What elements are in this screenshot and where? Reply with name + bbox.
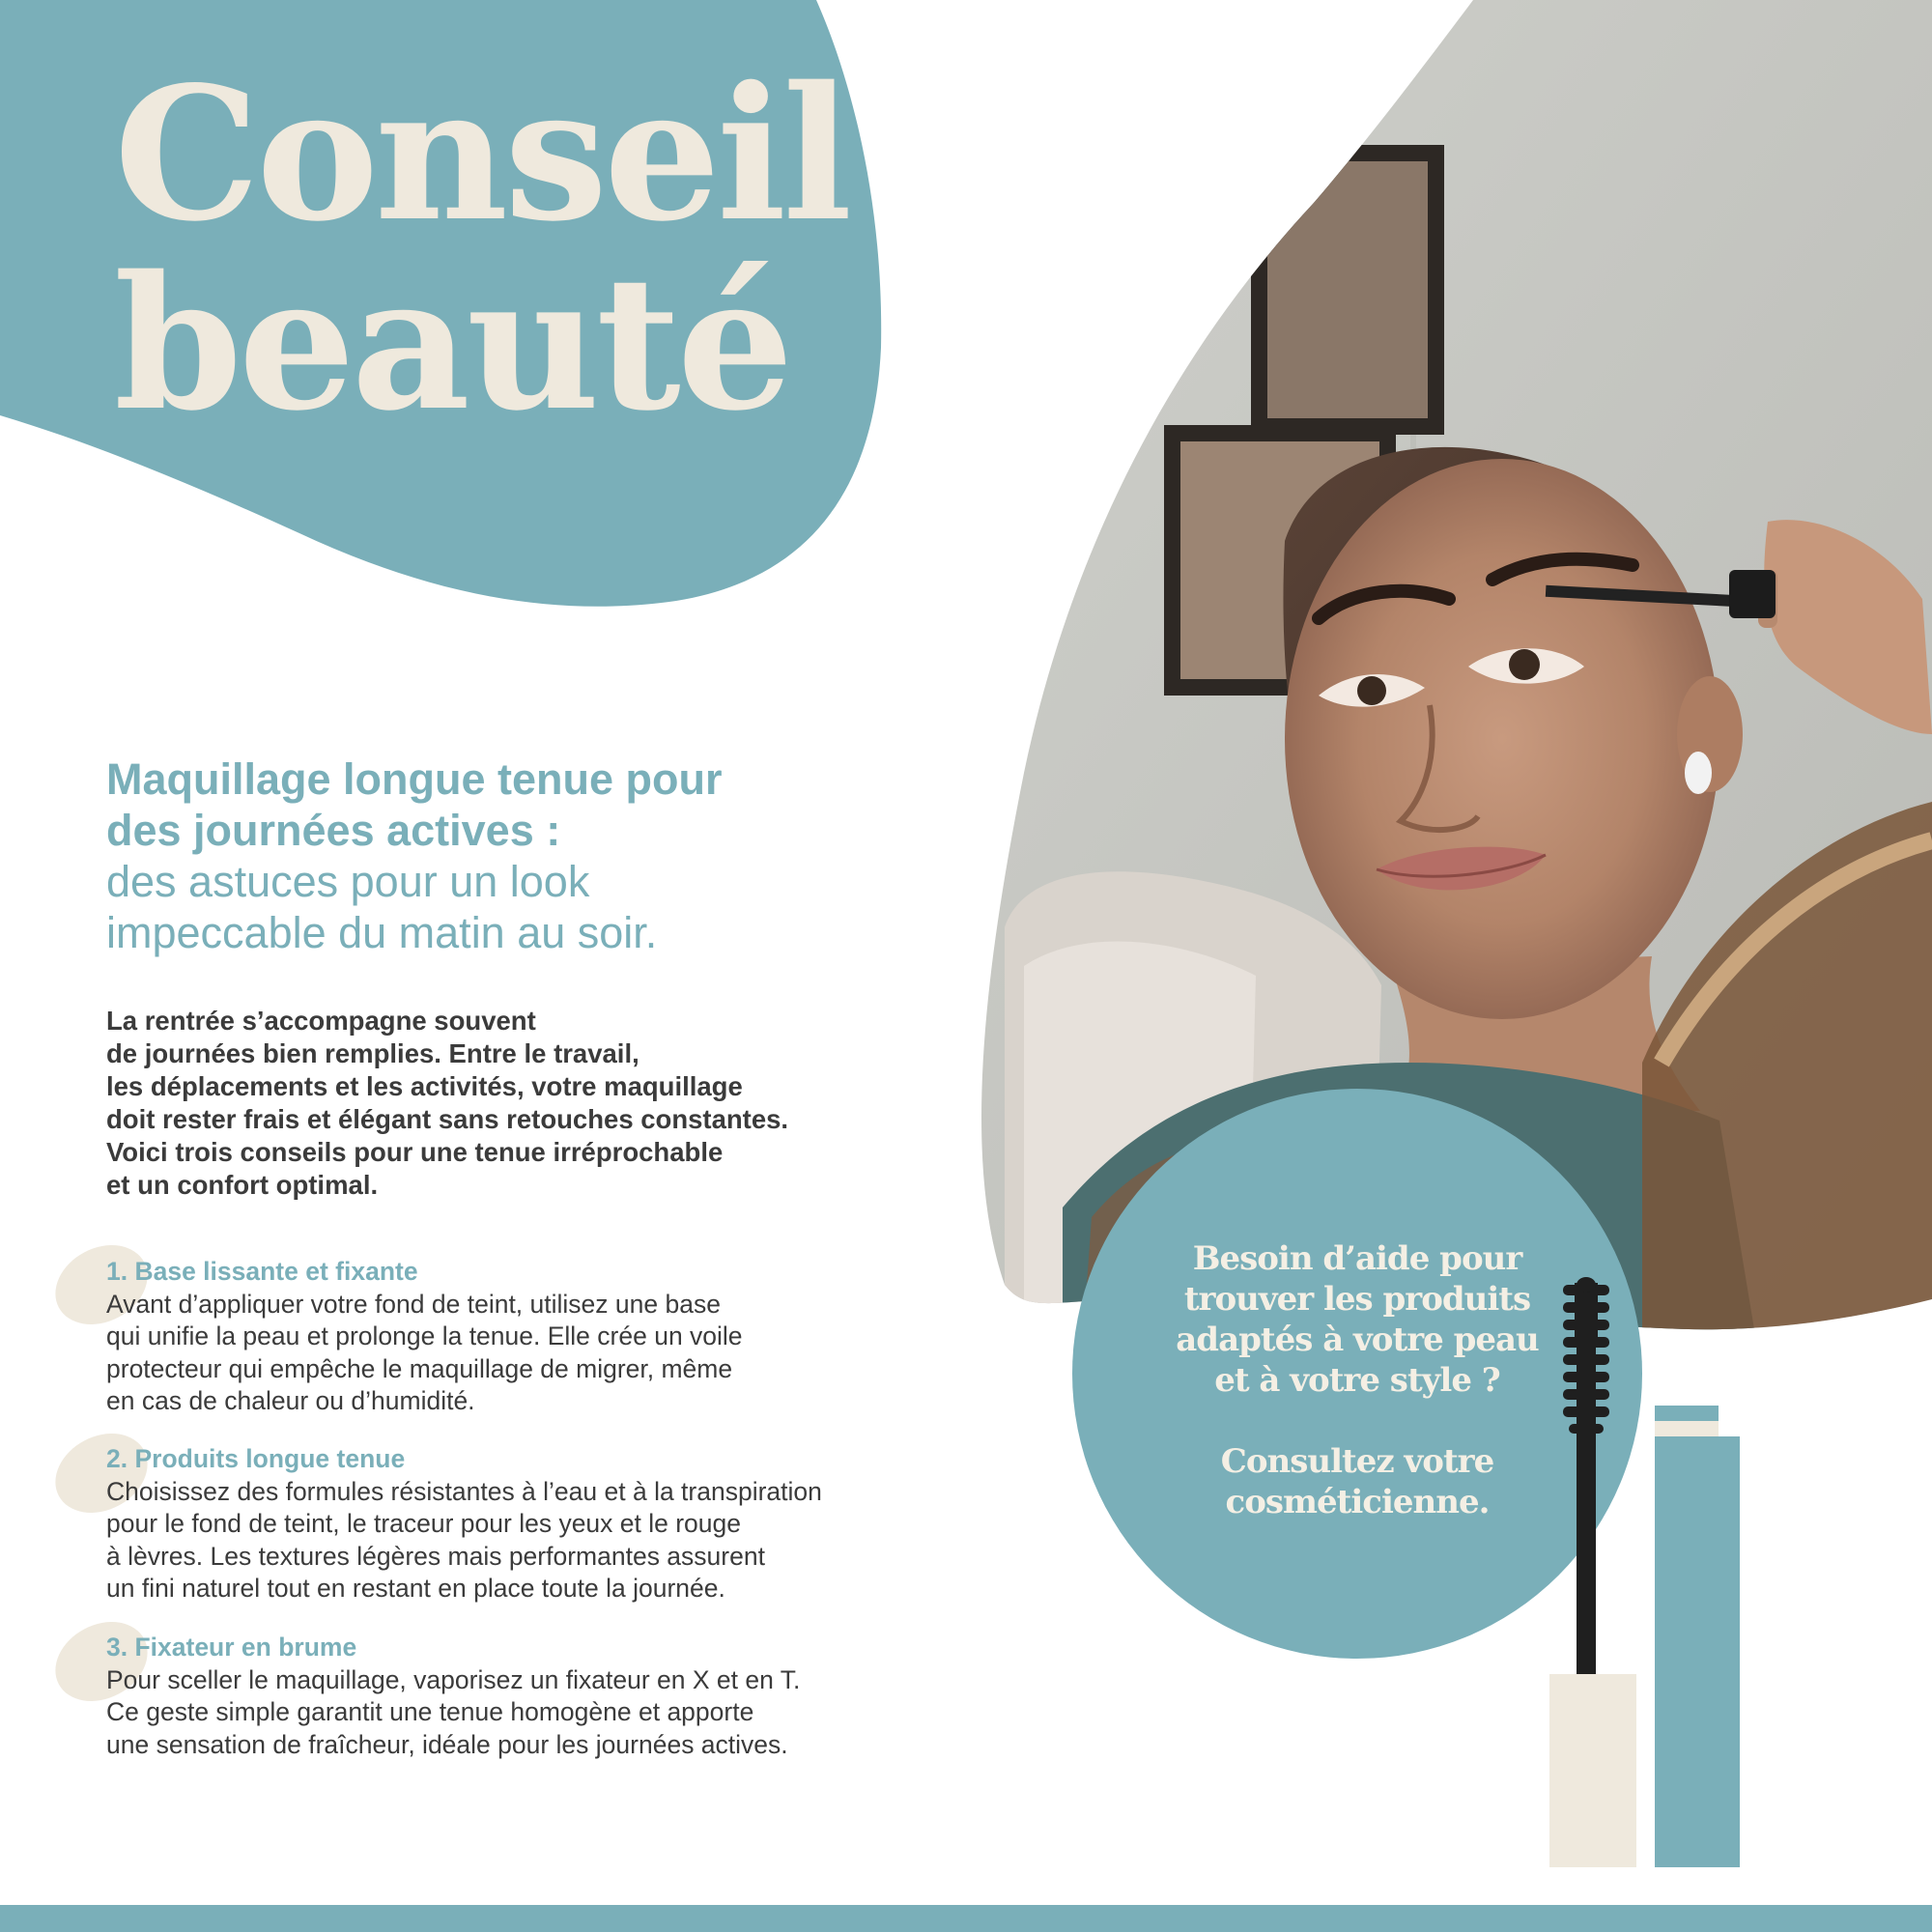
subheading-bold-line-2: des journées actives :	[106, 806, 561, 855]
cta-text	[1121, 1238, 1594, 1522]
tip-2	[106, 1443, 995, 1605]
intro-line: La rentrée s’accompagne souvent	[106, 1006, 536, 1036]
cta-consult-line: cosméticienne.	[1225, 1483, 1490, 1521]
tip-1-line: en cas de chaleur ou d’humidité.	[106, 1386, 475, 1415]
intro-line: les déplacements et les activités, votre maquillage	[106, 1071, 743, 1101]
cta-spacer	[1121, 1401, 1594, 1441]
title-line-2: beauté	[114, 236, 790, 451]
title-line-1: Conseil	[114, 46, 849, 262]
subheading-bold-line-1: Maquillage longue tenue pour	[106, 754, 723, 804]
cta-line: adaptés à votre peau	[1176, 1321, 1539, 1359]
subheading-light-line-2: impeccable du matin au soir.	[106, 908, 658, 957]
intro-line: Voici trois conseils pour une tenue irréprochable	[106, 1137, 724, 1167]
tip-1-line: qui unifie la peau et prolonge la tenue. Elle crée un voile	[106, 1321, 743, 1350]
intro-line: doit rester frais et élégant sans retouches constantes.	[106, 1104, 789, 1134]
cta-consult-line: Consultez votre	[1220, 1442, 1494, 1481]
subheading-light-line-1: des astuces pour un look	[106, 857, 590, 906]
intro-line: et un confort optimal.	[106, 1170, 379, 1200]
intro-paragraph	[106, 1005, 976, 1202]
tip-2-line: un fini naturel tout en restant en place toute la journée.	[106, 1574, 725, 1603]
tip-2-line: à lèvres. Les textures légères mais performantes assurent	[106, 1541, 765, 1571]
subheading	[106, 753, 976, 958]
cta-line: et à votre style ?	[1214, 1361, 1500, 1400]
tip-1-line: Avant d’appliquer votre fond de teint, utilisez une base	[106, 1289, 721, 1319]
tip-1-title: 1. Base lissante et fixante	[106, 1257, 418, 1286]
page-title	[114, 46, 849, 451]
tip-3-line: Pour sceller le maquillage, vaporisez un fixateur en X et en T.	[106, 1664, 801, 1694]
intro-line: de journées bien remplies. Entre le travail,	[106, 1038, 639, 1068]
tip-1	[106, 1256, 995, 1418]
tip-3-title: 3. Fixateur en brume	[106, 1633, 357, 1662]
tip-2-line: pour le fond de teint, le traceur pour les yeux et le rouge	[106, 1509, 742, 1538]
tip-2-title: 2. Produits longue tenue	[106, 1444, 406, 1473]
tip-2-line: Choisissez des formules résistantes à l’eau et à la transpiration	[106, 1476, 822, 1506]
cta-line: trouver les produits	[1183, 1280, 1531, 1319]
bottom-bar	[0, 1905, 1932, 1932]
tip-1-line: protecteur qui empêche le maquillage de migrer, même	[106, 1353, 733, 1383]
tip-3-line: Ce geste simple garantit une tenue homogène et apporte	[106, 1697, 754, 1726]
tip-3-line: une sensation de fraîcheur, idéale pour les journées actives.	[106, 1729, 788, 1759]
tip-3	[106, 1632, 995, 1761]
cta-line: Besoin d’aide pour	[1192, 1239, 1522, 1278]
